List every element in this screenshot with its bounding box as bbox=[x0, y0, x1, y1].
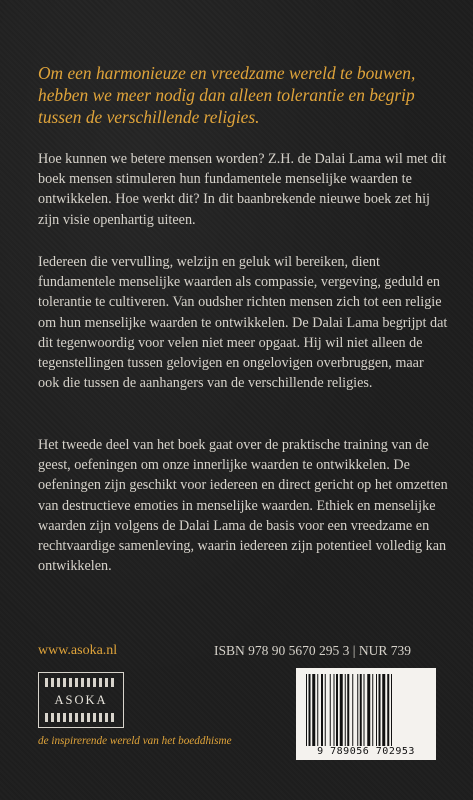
barcode-bar bbox=[391, 674, 392, 746]
body-paragraph-2: Iedereen die vervulling, welzijn en geluk wil bereiken, dient fundamentele menselijke waarden als compassie, vergeving, geduld en tolerantie te cultiveren. Van oudsher richten mensen zich tot een religie om hun menselijke waarden te ontwikkelen. De Dalai Lama begrijpt dat dit tegenwoordig voor velen niet meer opgaat. Hij wil niet alleen de tegenstellingen tussen gelovigen en ongelovigen overbruggen, maar ook die tussen de aanhangers van de verschillende religies. bbox=[38, 254, 448, 392]
isbn-nur: ISBN 978 90 5670 295 3 | NUR 739 bbox=[214, 643, 411, 658]
barcode-bar bbox=[379, 674, 381, 746]
barcode-bar bbox=[336, 674, 338, 746]
body-paragraph-1: Hoe kunnen we betere mensen worden? Z.H. de Dalai Lama wil met dit boek mensen stimuleren hun fundamentele menselijke waarden te ontwikkelen. Hoe werkt dit? In dit baanbrekende nieuwe boek zet hij zijn visie openhartig uiteen. bbox=[38, 151, 447, 228]
barcode-bar bbox=[306, 674, 307, 746]
barcode-bar bbox=[325, 674, 326, 746]
asoka-logo bbox=[38, 672, 124, 728]
publisher-url[interactable]: www.asoka.nl bbox=[38, 643, 118, 658]
barcode-bar bbox=[387, 674, 389, 746]
barcode-bar bbox=[372, 674, 373, 746]
logo-decoration-bottom bbox=[45, 713, 117, 722]
barcode-digits: 9 789056 702953 bbox=[317, 746, 415, 757]
barcode-bar bbox=[376, 674, 377, 746]
barcode-bar bbox=[364, 674, 365, 746]
barcode-bar bbox=[347, 674, 349, 746]
barcode-bar bbox=[367, 674, 370, 746]
barcode-bar bbox=[334, 674, 335, 746]
barcode-bar bbox=[357, 674, 358, 746]
barcode-bar bbox=[340, 674, 343, 746]
barcode-bar bbox=[360, 674, 362, 746]
barcode bbox=[296, 668, 436, 760]
body-paragraph-3: Het tweede deel van het boek gaat over de praktische training van de geest, oefeningen om onze innerlijke waarden te ontwikkelen. De oefeningen zijn geschikt voor iedereen en direct gericht op het omzetten van destructieve emoties in menselijke waarden. Ethiek en menselijke waarden zijn volgens de Dalai Lama de basis voor een vreedzame en rechtvaardige samenleving, waarin iedereen zijn potentieel volledig kan ontwikkelen. bbox=[38, 437, 448, 575]
barcode-bar bbox=[330, 674, 331, 746]
barcode-bar bbox=[312, 674, 315, 746]
pull-quote: Om een harmonieuze en vreedzame wereld te bouwen, hebben we meer nodig dan alleen tolerantie en begrip tussen de verschillende religies. bbox=[38, 63, 416, 127]
barcode-bar bbox=[321, 674, 323, 746]
barcode-bar bbox=[352, 674, 353, 746]
barcode-bars bbox=[306, 674, 426, 746]
barcode-bar bbox=[317, 674, 318, 746]
logo-text: ASOKA bbox=[54, 693, 108, 707]
publisher-tagline: de inspirerende wereld van het boeddhisme bbox=[38, 735, 232, 747]
barcode-bar bbox=[382, 674, 385, 746]
barcode-bar bbox=[345, 674, 346, 746]
barcode-bar bbox=[309, 674, 311, 746]
logo-decoration-top bbox=[45, 678, 117, 687]
